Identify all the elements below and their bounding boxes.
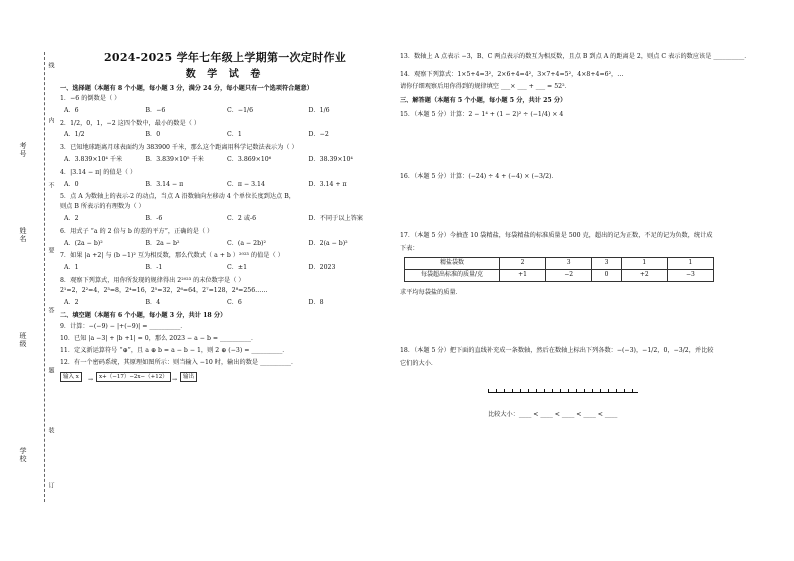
question-17-ask: 求平均每袋盐的质量． (400, 288, 462, 296)
option: C．±1 (227, 264, 248, 272)
number-line-tick (552, 389, 553, 392)
option: D．38.39×10⁴ (308, 155, 353, 163)
question-10: 10．已知 |a −3| + |b +1| = 0，那么 2023 − a − b = __________． (60, 335, 258, 343)
question-14: 14．观察下列算式：1×5+4=3²，2×6+4=4²，3×7+4=5²，4×8+4=6²，… (400, 70, 624, 78)
table-cell: −3 (667, 269, 713, 281)
section-fill-heading: 二、填空题（本题有 6 个小题，每小题 3 分，共计 18 分） (60, 311, 227, 319)
flow-output-box: 输出 (180, 372, 197, 382)
question-8-pattern: 2¹=2，2²=4，2³=8，2⁴=16，2⁵=32，2⁶=64，2⁷=128，2⁸=256…… (60, 286, 268, 294)
flow-input-box: 输入 x (60, 372, 82, 382)
option: C．2 或-6 (227, 215, 257, 223)
option: B．0 (145, 131, 161, 139)
number-line-tick (520, 389, 521, 392)
table-cell: 每袋超出标准的质量/克 (405, 269, 500, 281)
option: D．8 (308, 298, 324, 306)
binding-char: 装 (47, 427, 54, 433)
number-line-tick (536, 389, 537, 392)
question-15: 15．（本题 5 分）计算：2 − 1⁴ + (1 − 2)² ÷ (−1/4) × 4 (400, 111, 564, 119)
question-16: 16．（本题 5 分）计算：(−24) ÷ 4 + (−4) × (−3/2)． (400, 173, 558, 181)
option: A．6 (64, 106, 79, 114)
section-answer-heading: 三、解答题（本题有 5 个小题，每小题 5 分，共计 25 分） (400, 96, 567, 104)
option: D．2023 (308, 264, 336, 272)
option: B．4 (145, 298, 161, 306)
option: C．1 (227, 131, 242, 139)
question-2: 2．1/2，0，1，−2 这四个数中，最小的数是（ ） (60, 119, 201, 127)
option: D．3.14 + π (308, 180, 347, 188)
question-4: 4．|3.14 − π| 的值是（ ） (60, 168, 137, 176)
option: B．3.14 − π (145, 180, 184, 188)
option: D．1/6 (308, 106, 330, 114)
option: C．3.869×10⁶ (227, 155, 272, 163)
binding-label-id: 考号 (19, 142, 27, 158)
section-choice-heading: 一、选择题（本题有 8 个小题，每小题 3 分，满分 24 分，每小题只有一个选项符合题意） (60, 85, 313, 93)
option: C．(a − 2b)² (227, 239, 266, 247)
binding-label-name: 姓名 (19, 227, 27, 243)
number-line-tick (560, 389, 561, 392)
number-line-tick (576, 389, 577, 392)
flow-operation-box: x+（−17）−2x−（+12） (96, 372, 171, 382)
question-13: 13．数轴上 A 点表示 −3，B、C 两点表示的数互为相反数，且点 B 到点 A 的距离是 2，则点 C 表示的数应该是 __________． (400, 53, 751, 60)
option: B．−6 (145, 106, 166, 114)
question-3: 3．已知地球距离月球表面约为 383900 千米，那么这个距离用科学记数法表示为（ ） (60, 144, 298, 152)
option: A．1 (64, 264, 79, 272)
binding-dashed-line (44, 52, 45, 502)
number-line-tick (600, 389, 601, 392)
table-row (405, 269, 714, 281)
question-5-cont: 则点 B 所表示的有理数为（ ） (60, 203, 145, 211)
option: A．2 (64, 215, 79, 223)
number-line (488, 392, 638, 393)
question-7-options (60, 265, 390, 272)
question-6-options (60, 241, 390, 248)
table-cell: +2 (621, 269, 667, 281)
question-2-options (60, 132, 390, 139)
option: B．-1 (145, 264, 163, 272)
question-4-options (60, 182, 390, 189)
option: B．2a − b² (145, 239, 180, 247)
question-18-cont: 它们的大小． (400, 360, 438, 368)
arrow-icon: → (88, 375, 94, 383)
number-line-tick (504, 389, 505, 392)
binding-label-school: 学校 (19, 447, 27, 463)
table-cell: 1 (621, 257, 667, 269)
table-cell: −2 (546, 269, 592, 281)
number-line-tick (496, 389, 497, 392)
question-17: 17．（本题 5 分）今抽查 10 袋精盐，每袋精盐的标准质量是 500 克，超出的记为正数，不足的记为负数，统计成 (400, 231, 713, 239)
option: A．2 (64, 298, 79, 306)
number-line-tick (544, 389, 545, 392)
number-line-area (400, 392, 780, 432)
binding-label-class: 班级 (19, 332, 27, 348)
binding-char: 题 (47, 367, 54, 373)
option: B．-6 (145, 215, 163, 223)
question-8-options (60, 300, 390, 307)
salt-bag-table (404, 257, 714, 282)
question-12: 12．有一个密码系统，其原理如图所示：则当输入 −10 时，输出的数是 __________． (60, 358, 298, 366)
question-1-options (60, 108, 390, 115)
right-column (400, 52, 780, 432)
table-cell: 2 (500, 257, 546, 269)
number-line-tick (608, 389, 609, 392)
question-9: 9．计算：−(−9) − |+(−9)| = __________． (60, 323, 187, 331)
table-cell: 精盐袋数 (405, 257, 500, 269)
question-8: 8．观察下列算式，用你所发现的规律得出 2²⁰²³ 的末位数字是（ ） (60, 277, 245, 285)
number-line-tick (592, 389, 593, 392)
question-1: 1．−6 的倒数是（ ） (60, 94, 121, 102)
question-5-options (60, 216, 390, 223)
table-cell: 3 (546, 257, 592, 269)
exam-subject: 数 学 试 卷 (185, 69, 265, 81)
question-18: 18．（本题 5 分）把下面的直线补充成一条数轴，然后在数轴上标出下列各数：−(−3)，−1/2，0，−3/2，并比较 (400, 347, 714, 355)
left-column (60, 52, 390, 386)
table-cell: +1 (500, 269, 546, 281)
option: C．−1/6 (227, 106, 254, 114)
option: D．不同于以上答案 (308, 215, 363, 223)
number-line-tick (616, 389, 617, 392)
option: C．6 (227, 298, 242, 306)
binding-char: 订 (47, 482, 54, 488)
question-17-cont: 下表： (400, 244, 419, 252)
number-line-tick (488, 389, 489, 392)
question-7: 7．如果 |a +2| 与 (b −1)² 互为相反数，那么代数式（ a + b ）²⁰²³ 的值是（ ） (60, 252, 284, 260)
binding-char: 内 (47, 117, 54, 123)
binding-char: 线 (47, 62, 54, 68)
number-line-tick (624, 389, 625, 392)
number-line-tick (632, 389, 633, 392)
number-line-tick (584, 389, 585, 392)
exam-title: 2024-2025 学年七年级上学期第一次定时作业 (103, 51, 347, 64)
option: A．3.839×10⁴ 千米 (64, 155, 123, 163)
question-5: 5．点 A 为数轴上的表示-2 的动点，当点 A 沿数轴向左移动 4 个单位长度到达点 B， (60, 193, 295, 201)
number-line-tick (568, 389, 569, 392)
binding-strip (18, 52, 52, 502)
question-3-options (60, 157, 390, 164)
question-11: 11．定义新运算符号 “⊕”，且 a ⊕ b = a − b − 1，则 2 ⊕ (−3) = __________． (60, 346, 289, 354)
option: A．(2a − b)² (64, 239, 103, 247)
binding-char: 要 (47, 247, 54, 253)
question-6: 6．用式子 “a 的 2 倍与 b 的差的平方”，正确的是（ ） (60, 227, 214, 235)
compare-blanks: 比较大小：____ < ____ < ____ < ____ < ____ (488, 411, 618, 419)
arrow-icon: → (172, 375, 178, 383)
binding-char: 答 (47, 307, 54, 313)
option: D．2(a − b)² (308, 239, 348, 247)
table-cell: 1 (667, 257, 713, 269)
option: A．1/2 (64, 131, 85, 139)
table-cell: 0 (592, 269, 621, 281)
option: B．3.839×10⁵ 千米 (145, 155, 204, 163)
option: A．0 (64, 180, 79, 188)
question-14-fill: 请你仔细观察后用你得到的规律填空 ___× ___ + ___ = 52²． (400, 82, 571, 90)
number-line-tick (528, 389, 529, 392)
table-cell: 3 (592, 257, 621, 269)
number-line-tick (512, 389, 513, 392)
binding-char: 不 (47, 182, 54, 188)
table-row (405, 257, 714, 269)
flow-diagram (60, 372, 390, 386)
option: D．−2 (308, 131, 329, 139)
option: C．π − 3.14 (227, 180, 265, 188)
